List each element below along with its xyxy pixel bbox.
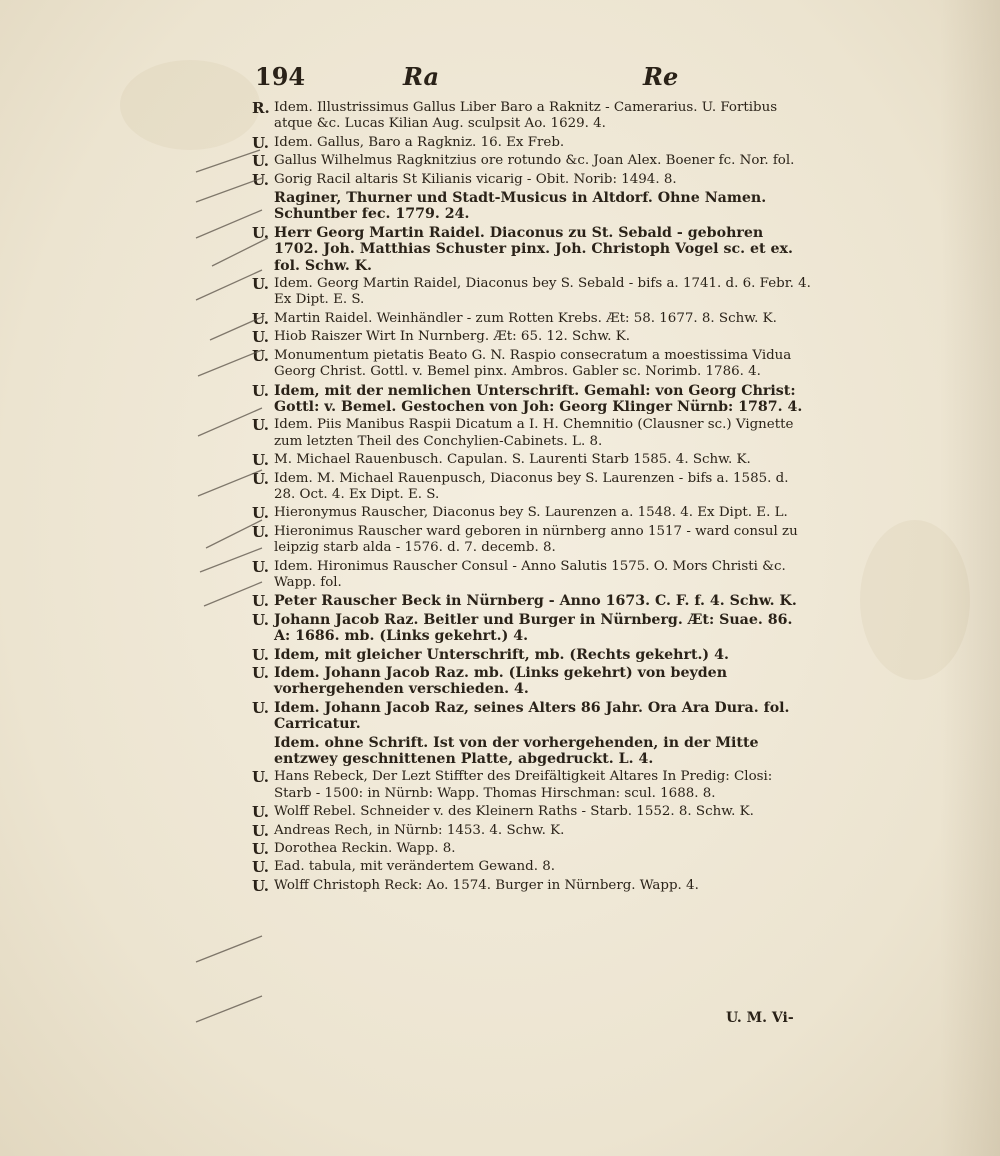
catchword: U. M. Vi- xyxy=(726,1010,794,1026)
pencil-tick xyxy=(196,996,262,1022)
entry-text: Idem. ohne Schrift. Ist von der vorhergehenden, in der Mitte entzwey geschnittenen Platte, abgedruckt. L. 4. xyxy=(274,734,759,768)
entry-text: Idem. Hironimus Rauscher Consul - Anno Salutis 1575. O. Mors Christi &c. Wapp. fol. xyxy=(274,558,786,590)
pencil-tick xyxy=(196,150,260,172)
entry-marker: U. xyxy=(252,592,269,611)
catalog-entry xyxy=(252,559,812,592)
catalog-entry xyxy=(252,135,812,151)
catalog-entry xyxy=(252,524,812,557)
catalog-entry xyxy=(252,172,812,188)
page-header xyxy=(255,62,815,98)
entry-text: Idem, mit der nemlichen Unterschrift. Gemahl: von Georg Christ: Gottl: v. Bemel. Gestochen von Joh: Georg Klinger Nürnb: 1787. 4. xyxy=(274,382,803,415)
catalog-entry xyxy=(252,700,812,733)
entry-text: Hieronymus Rauscher, Diaconus bey S. Laurenzen a. 1548. 4. Ex Dipt. E. L. xyxy=(274,505,788,521)
entry-marker: U. xyxy=(252,610,269,629)
entry-marker: U. xyxy=(252,416,269,435)
catalog-entry xyxy=(252,647,812,663)
catalog-entry xyxy=(252,612,812,645)
entry-text: Idem. Johann Jacob Raz. mb. (Links gekehrt) von beyden vorhergehenden verschieden. 4. xyxy=(274,665,728,698)
entry-marker: U. xyxy=(252,133,269,152)
entry-text: Martin Raidel. Weinhändler - zum Rotten Krebs. Æt: 58. 1677. 8. Schw. K. xyxy=(274,310,777,326)
entry-text: Hieronimus Rauscher ward geboren in nürnberg anno 1517 - ward consul zu leipzig starb alda - 1576. d. 7. decemb. 8. xyxy=(274,523,798,556)
catalog-entry xyxy=(252,505,812,521)
entry-marker: U. xyxy=(252,328,269,347)
entry-marker: U. xyxy=(252,223,269,242)
entry-marker: U. xyxy=(252,664,269,682)
catalog-entry xyxy=(252,276,812,309)
catalog-entry xyxy=(252,417,812,450)
entry-marker: U. xyxy=(252,346,269,365)
entry-marker: U. xyxy=(252,840,269,859)
entry-text: Idem. Johann Jacob Raz, seines Alters 86 Jahr. Ora Ara Dura. fol. Carricatur. xyxy=(274,699,790,733)
entry-text: Idem. M. Michael Rauenpusch, Diaconus bey S. Laurenzen - bifs a. 1585. d. 28. Oct. 4. Ex Dipt. E. S. xyxy=(274,470,789,502)
catalog-entry xyxy=(252,311,812,327)
entry-marker: U. xyxy=(252,803,269,822)
entry-marker: U. xyxy=(252,504,269,523)
catalog-entry xyxy=(252,769,812,802)
entry-marker: U. xyxy=(252,768,269,787)
entry-marker: U. xyxy=(252,858,269,877)
catalog-entry xyxy=(252,153,812,169)
catalog-entry xyxy=(252,329,812,345)
entry-marker: U. xyxy=(252,152,269,171)
running-head-left: Ra xyxy=(403,62,440,91)
entry-text: Idem, mit gleicher Unterschrift, mb. (Rechts gekehrt.) 4. xyxy=(274,646,729,663)
entry-text: Gorig Racil altaris St Kilianis vicarig - Obit. Norib: 1494. 8. xyxy=(274,171,677,187)
entry-text: Gallus Wilhelmus Ragknitzius ore rotundo &c. Joan Alex. Boener fc. Nor. fol. xyxy=(274,153,795,169)
catalog-entry xyxy=(252,841,812,857)
entry-marker: U. xyxy=(252,309,269,328)
catalog-entry xyxy=(252,823,812,839)
entry-marker: U. xyxy=(252,451,269,470)
page-edge-shadow xyxy=(940,0,1000,1156)
entry-text: Dorothea Reckin. Wapp. 8. xyxy=(274,841,456,857)
entry-text: Hiob Raiszer Wirt In Nurnberg. Æt: 65. 12. Schw. K. xyxy=(274,329,630,345)
entry-text: Idem. Gallus, Baro a Ragkniz. 16. Ex Freb. xyxy=(274,134,565,150)
catalog-entry xyxy=(252,593,812,609)
entry-list xyxy=(252,100,812,896)
entry-text: Wolff Christoph Reck: Ao. 1574. Burger in Nürnberg. Wapp. 4. xyxy=(274,877,699,893)
catalog-entry xyxy=(252,878,812,894)
entry-text: Idem. Illustrissimus Gallus Liber Baro a Raknitz - Camerarius. U. Fortibus atque &c. Lucas Kilian Aug. sculpsit Ao. 1629. 4. xyxy=(274,100,778,132)
catalog-entry xyxy=(252,383,812,416)
entry-marker: R. xyxy=(252,99,270,117)
catalog-entry xyxy=(252,190,812,223)
entry-text: Wolff Rebel. Schneider v. des Kleinern Raths - Starb. 1552. 8. Schw. K. xyxy=(274,804,754,820)
entry-text: Andreas Rech, in Nürnb: 1453. 4. Schw. K. xyxy=(274,822,565,838)
catalog-entry xyxy=(252,348,812,381)
entry-text: Hans Rebeck, Der Lezt Stiffter des Dreifältigkeit Altares In Predig: Closi: Starb - 1500: in Nürnb: Wapp. Thomas Hirschman: scul. 1688. 8. xyxy=(274,769,773,801)
entry-text: Raginer, Thurner und Stadt-Musicus in Altdorf. Ohne Namen. Schuntber fec. 1779. 24. xyxy=(274,190,767,223)
entry-marker: U. xyxy=(252,698,269,717)
catalog-entry xyxy=(252,100,812,133)
paper-stain xyxy=(120,60,260,150)
entry-text: Johann Jacob Raz. Beitler und Burger in Nürnberg. Æt: Suae. 86. A: 1686. mb. (Links gekehrt.) 4. xyxy=(274,611,793,645)
entry-marker: U. xyxy=(252,821,269,840)
entry-text: Idem. Piis Manibus Raspii Dicatum a I. H. Chemnitio (Clausner sc.) Vignette zum letzten Theil des Conchylien-Cabinets. L. 8. xyxy=(274,417,794,449)
catalog-entry xyxy=(252,735,812,768)
entry-marker: U. xyxy=(252,876,269,895)
catalog-entry xyxy=(252,859,812,875)
catalog-entry xyxy=(252,804,812,820)
pencil-tick xyxy=(196,936,262,962)
entry-marker: U. xyxy=(252,275,269,294)
running-head-right: Re xyxy=(643,62,679,91)
page-number: 194 xyxy=(255,62,306,91)
entry-text: Idem. Georg Martin Raidel, Diaconus bey S. Sebald - bifs a. 1741. d. 6. Febr. 4. Ex Dipt. E. S. xyxy=(274,276,811,308)
entry-text: Peter Rauscher Beck in Nürnberg - Anno 1673. C. F. f. 4. Schw. K. xyxy=(274,593,797,610)
catalog-entry xyxy=(252,452,812,468)
entry-text: M. Michael Rauenbusch. Capulan. S. Laurenti Starb 1585. 4. Schw. K. xyxy=(274,452,751,468)
entry-text: Monumentum pietatis Beato G. N. Raspio consecratum a moestissima Vidua Georg Christ. Gottl. v. Bemel pinx. Ambros. Gabler sc. Norimb. 1786. 4. xyxy=(274,347,792,380)
entry-marker: U. xyxy=(252,381,269,400)
entry-marker: U. xyxy=(252,645,269,664)
catalog-entry xyxy=(252,471,812,504)
catalog-entry xyxy=(252,225,812,274)
entry-marker: U. xyxy=(252,557,269,576)
entry-marker: U. xyxy=(252,469,269,488)
entry-text: Herr Georg Martin Raidel. Diaconus zu St. Sebald - gebohren 1702. Joh. Matthias Schuster pinx. Joh. Christoph Vogel sc. et ex. fol. Schw. K. xyxy=(274,224,793,274)
entry-marker: U. xyxy=(252,522,269,541)
catalog-entry xyxy=(252,665,812,698)
entry-marker: U. xyxy=(252,170,269,189)
entry-text: Ead. tabula, mit verändertem Gewand. 8. xyxy=(274,859,556,875)
